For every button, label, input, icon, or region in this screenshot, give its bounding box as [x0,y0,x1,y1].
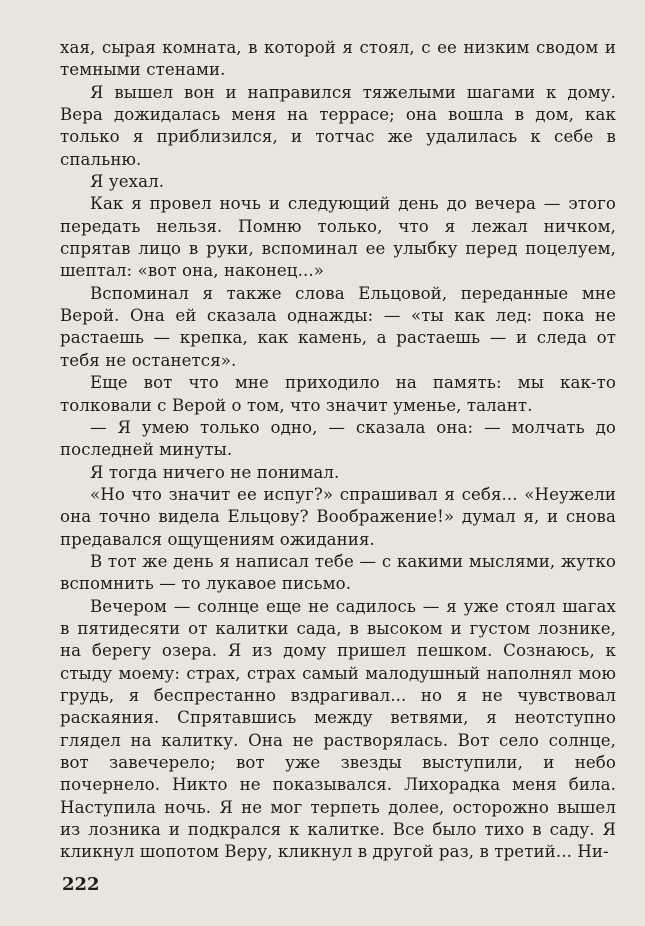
paragraph-11: Вечером — солнце еще не садилось — я уже стоял шагах в пятидесяти от калитки сада, в высоком и густом лознике, на берегу озера. Я из дому пришел пешком. Сознаюсь, к стыду моему: страх, страх самый малодушный наполнял мою грудь, я беспрестанно вздрагивал... но я не чувствовал раскаяния. Спрятавшись между ветвями, я неотступно глядел на калитку. Она не растворялась. Вот село солнце, вот завечерело; вот уже звезды выступили, и небо почернело. Никто не показывался. Лихорадка меня била. Наступила ночь. Я не мог терпеть долее, осторожно вышел из лозника и подкрался к калитке. Все было тихо в саду. Я кликнул шопотом Веру, кликнул в другой раз, в третий... Ни- [60,596,616,862]
page-number: 222 [62,874,100,895]
paragraph-1: хая, сырая комната, в которой я стоял, с ее низким сводом и темными стенами. [60,38,616,80]
paragraph-2: Я вышел вон и направился тяжелыми шагами к дому. Вера дожидалась меня на террасе; она вошла в дом, как только я приблизился, и тотчас же удалилась к себе в спальню. [60,82,616,169]
paragraph-8: Я тогда ничего не понимал. [90,462,340,482]
paragraph-5: Вспоминал я также слова Ельцовой, переданные мне Верой. Она ей сказала однажды: — «ты как лед: пока не растаешь — крепка, как камень, а растаешь — и следа от тебя не останется». [60,283,616,370]
paragraph-3: Я уехал. [90,172,165,192]
paragraph-9: «Но что значит ее испуг?» спрашивал я себя... «Неужели она точно видела Ельцову? Воображение!» думал я, и снова предавался ощущениям ожидания. [60,484,616,549]
paragraph-10: В тот же день я написал тебе — с какими мыслями, жутко вспомнить — то лукавое письмо. [60,551,616,594]
paragraph-6: Еще вот что мне приходило на память: мы как-то толковали с Верой о том, что значит уменье, талант. [60,373,616,415]
page-body-text [60,37,616,864]
paragraph-7: — Я умею только одно, — сказала она: — молчать до последней минуты. [60,417,616,460]
paragraph-4: Как я провел ночь и следующий день до вечера — этого передать нельзя. Помню только, что я лежал ничком, спрятав лицо в руки, вспоминал ее улыбку перед поцелуем, шептал: «вот она, наконец...» [60,194,616,281]
